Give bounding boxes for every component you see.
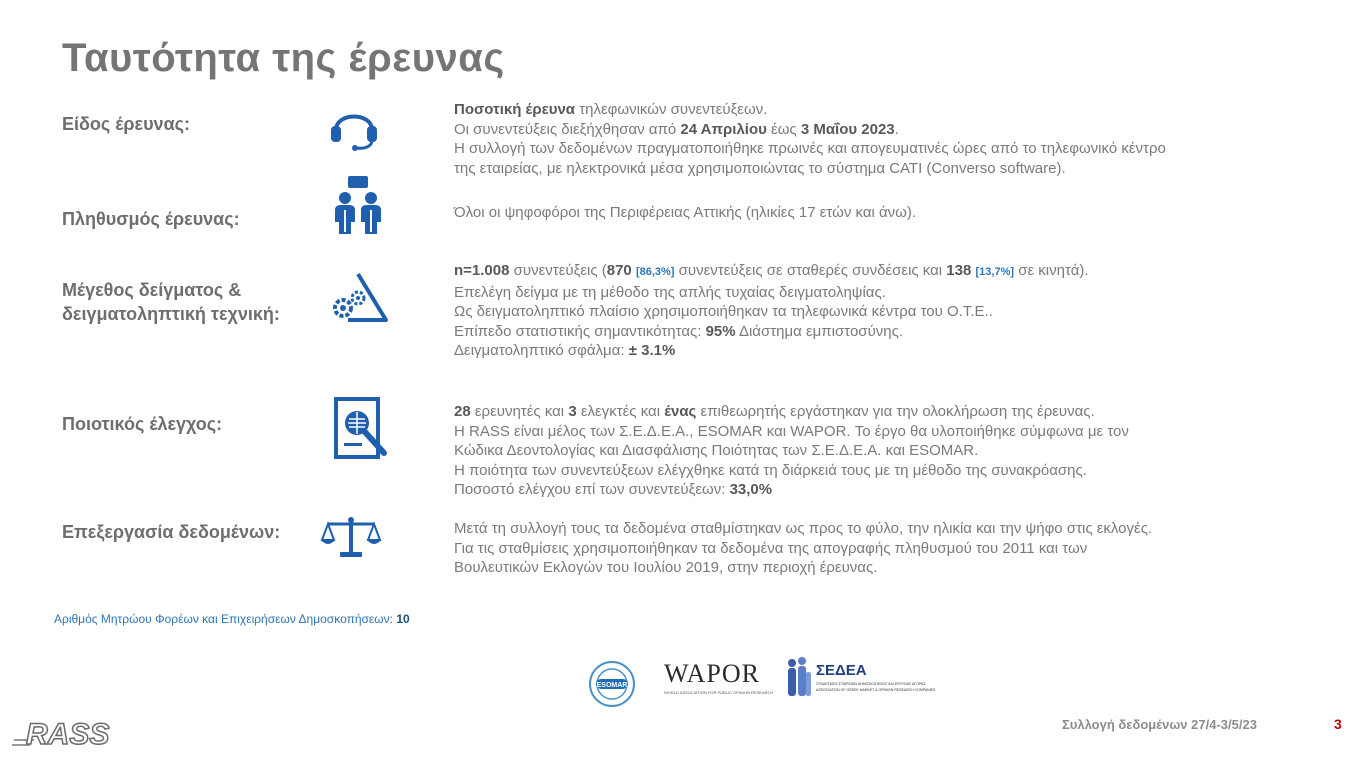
label-sample-size (62, 278, 280, 326)
emphasis-text: 138 (946, 262, 972, 279)
label-sample-size-line1: Μέγεθος δείγματος & (62, 280, 242, 300)
emphasis-text: ένας (664, 403, 697, 420)
desc-sample-size (454, 261, 1334, 361)
desc-text: Ως δειγματοληπτικό πλαίσιο χρησιμοποιήθηκαν τα τηλεφωνικά κέντρα του Ο.Τ.Ε.. (454, 303, 993, 320)
desc-text: Η ποιότητα των συνεντεύξεων ελέγχθηκε κατά τη διάρκειά τους με τη μέθοδο της συνακρόασης. (454, 461, 1087, 479)
label-sample-size-line2: δειγματοληπτική τεχνική: (62, 304, 280, 324)
desc-text: επιθεωρητής εργάστηκαν για την ολοκλήρωση της έρευνας. (696, 403, 1095, 420)
sedea-logo-subtitle-2: ASSOCIATION OF GREEK MARKET & OPINION RESEARCH COMPANIES (816, 688, 936, 692)
desc-text: Η RASS είναι μέλος των Σ.Ε.Δ.Ε.Α., ESOMAR και WAPOR. Το έργο θα υλοποιήθηκε σύμφωνα με τον (454, 422, 1129, 440)
desc-text: συνεντεύξεις ( (509, 262, 607, 279)
emphasis-text: Ποσοτική έρευνα (454, 101, 576, 118)
desc-text: της εταιρείας, με ηλεκτρονικά μέσα χρησιμοποιώντας το σύστημα CATI (Converso software). (454, 159, 1066, 177)
registry-number: 10 (396, 612, 410, 626)
footer-data-collection: Συλλογή δεδομένων 27/4-3/5/23 (1062, 717, 1257, 732)
people-icon (332, 176, 384, 241)
desc-line (454, 100, 1334, 120)
rass-logo (12, 714, 122, 757)
registry-note (54, 612, 410, 626)
label-data-processing: Επεξεργασία δεδομένων: (62, 522, 281, 542)
desc-text: Η συλλογή των δεδομένων πραγματοποιήθηκε πρωινές και απογευματινές ώρες από το τηλεφωνικό κέντρο (454, 140, 1166, 157)
desc-line (454, 441, 1334, 461)
desc-text: ελεγκτές και (576, 403, 665, 420)
emphasis-text: 3 (568, 403, 577, 420)
esomar-logo (588, 660, 636, 713)
desc-line (454, 203, 1334, 223)
desc-text: Για τις σταθμίσεις χρησιμοποιήθηκαν τα δεδομένα της απογραφής πληθυσμού του 2011 και των (454, 539, 1088, 557)
desc-text: Δειγματοληπτικό σφάλμα: (454, 342, 629, 359)
desc-line (454, 322, 1334, 342)
emphasis-text: 870 (606, 262, 632, 279)
desc-line (454, 422, 1334, 442)
desc-line (454, 261, 1334, 283)
desc-line (454, 159, 1334, 179)
wapor-logo (664, 659, 774, 695)
desc-text: Ποσοστό ελέγχου επί των συνεντεύξεων: (454, 481, 730, 498)
percent-highlight: [86,3%] (635, 266, 675, 278)
label-population: Πληθυσμός έρευνας: (62, 209, 240, 229)
desc-text: ερευνητές και (470, 403, 569, 420)
desc-text: . (894, 120, 899, 138)
headset-icon (326, 100, 382, 157)
desc-text: Διάστημα εμπιστοσύνης. (735, 322, 904, 340)
desc-text: Επίπεδο στατιστικής σημαντικότητας: (454, 322, 706, 340)
emphasis-text: ± 3.1% (628, 342, 676, 359)
desc-data-processing (454, 519, 1334, 578)
emphasis-text: 24 Απριλίου (680, 120, 767, 138)
desc-quality-control (454, 402, 1334, 500)
desc-line (454, 283, 1334, 303)
label-quality-control: Ποιοτικός έλεγχος: (62, 414, 223, 434)
desc-text: Κώδικα Δεοντολογίας και Διασφάλισης Ποιότητας των Σ.Ε.Δ.Ε.Α. και ESOMAR. (454, 442, 979, 459)
esomar-logo-text: ESOMAR (596, 682, 628, 689)
label-survey-type: Είδος έρευνας: (62, 114, 190, 134)
sedea-logo-text: ΣΕΔΕΑ (816, 662, 867, 679)
desc-line (454, 302, 1334, 322)
desc-line (454, 461, 1334, 481)
emphasis-text: 95% (705, 322, 736, 340)
page-title: Ταυτότητα της έρευνας (62, 36, 505, 80)
desc-text: Βουλευτικών Εκλογών του Ιουλίου 2019, στην περιοχή έρευνας. (454, 559, 878, 576)
desc-line (454, 402, 1334, 422)
desc-line (454, 539, 1334, 559)
desc-population (454, 203, 1334, 223)
emphasis-text: 33,0% (729, 481, 773, 498)
desc-text: Οι συνεντεύξεις διεξήχθησαν από (454, 120, 681, 138)
emphasis-text: 3 Μαΐου 2023 (800, 120, 895, 138)
gears-triangle-icon (328, 270, 390, 331)
desc-line (454, 139, 1334, 159)
desc-line (454, 341, 1334, 361)
desc-text: σε κινητά). (1014, 262, 1089, 279)
desc-line (454, 120, 1334, 140)
scales-icon (320, 514, 382, 565)
wapor-logo-text: WAPOR (664, 659, 761, 688)
emphasis-text: n=1.008 (454, 262, 510, 279)
desc-text: Μετά τη συλλογή τους τα δεδομένα σταθμίστηκαν ως προς το φύλο, την ηλικία και την ψήφο στις εκλογές. (454, 520, 1153, 537)
percent-highlight: [13,7%] (975, 266, 1015, 278)
desc-survey-type (454, 100, 1334, 178)
desc-line (454, 480, 1334, 500)
page-number: 3 (1334, 716, 1342, 732)
document-magnifier-icon (332, 395, 396, 470)
rass-logo-text: RASS (26, 718, 110, 751)
emphasis-text: 28 (454, 403, 471, 420)
desc-text: συνεντεύξεις σε σταθερές συνδέσεις και (674, 262, 947, 279)
desc-text: Επελέγη δείγμα με τη μέθοδο της απλής τυχαίας δειγματοληψίας. (454, 283, 886, 301)
desc-text: Όλοι οι ψηφοφόροι της Περιφέρειας Αττικής (ηλικίες 17 ετών και άνω). (454, 204, 917, 221)
sedea-figures-icon (784, 656, 812, 702)
desc-line (454, 519, 1334, 539)
desc-text: τηλεφωνικών συνεντεύξεων. (575, 101, 768, 118)
desc-text: έως (766, 120, 801, 138)
desc-line (454, 558, 1334, 578)
sedea-logo-subtitle-1: ΣΥΝΔΕΣΜΟΣ ΕΤΑΙΡΕΙΩΝ ΔΗΜΟΣΚΟΠΗΣΗΣ ΚΑΙ ΕΡΕΥΝΑΣ ΑΓΟΡΑΣ (816, 682, 926, 686)
registry-text: Αριθμός Μητρώου Φορέων και Επιχειρήσεων Δημοσκοπήσεων: (54, 612, 397, 626)
wapor-logo-subtitle: WORLD ASSOCIATION FOR PUBLIC OPINION RESEARCH (664, 690, 774, 695)
